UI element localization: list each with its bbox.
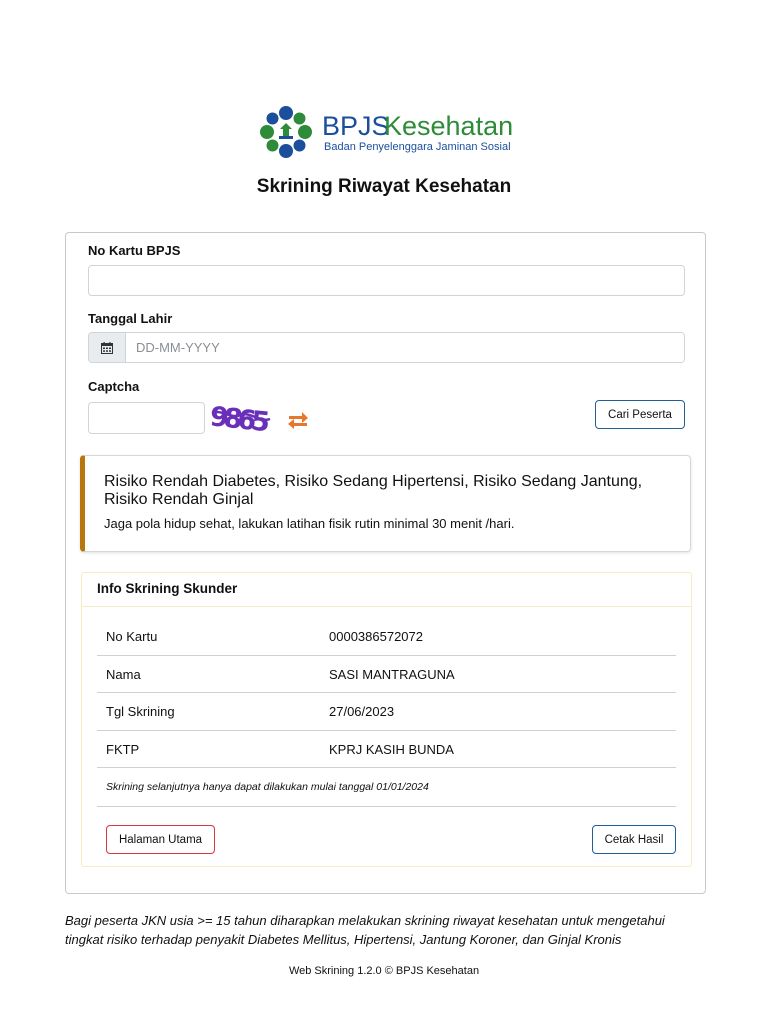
table-row (97, 693, 676, 731)
brand-name-bpjs: BPJS (322, 111, 390, 141)
row-value: 27/06/2023 (329, 704, 395, 719)
info-card-header (82, 573, 691, 607)
page-title: Skrining Riwayat Kesehatan (256, 176, 512, 197)
info-card-title: Info Skrining Skunder (97, 581, 238, 596)
card-number-label: No Kartu BPJS (88, 243, 181, 258)
captcha-label: Captcha (88, 379, 140, 394)
row-value: 0000386572072 (329, 629, 423, 644)
captcha-image (208, 399, 284, 439)
screening-card (65, 232, 706, 894)
table-row (97, 731, 676, 769)
info-table (97, 618, 676, 768)
row-label: Nama (106, 666, 141, 682)
row-label: No Kartu (106, 629, 158, 644)
bpjs-logo (256, 104, 518, 162)
refresh-icon[interactable] (286, 407, 310, 431)
birth-date-label: Tanggal Lahir (88, 311, 173, 326)
print-result-button[interactable]: Cetak Hasil (592, 825, 676, 854)
table-row (97, 618, 676, 656)
captcha-text: 9865 (208, 401, 267, 438)
table-row (97, 656, 676, 694)
row-label: FKTP (106, 741, 140, 757)
row-value: SASI MANTRAGUNA (329, 666, 455, 682)
birth-date-input[interactable] (126, 333, 684, 362)
calendar-icon[interactable] (89, 333, 126, 362)
risk-result-advice: Jaga pola hidup sehat, lakukan latihan fisik rutin minimal 30 menit /hari. (104, 516, 515, 531)
card-number-input[interactable] (88, 265, 685, 296)
risk-result-title: Risiko Rendah Diabetes, Risiko Sedang Hipertensi, Risiko Sedang Jantung, Risiko Rendah Ginjal (104, 473, 643, 508)
captcha-input[interactable] (88, 402, 205, 434)
next-screening-note (97, 771, 676, 807)
row-value: KPRJ KASIH BUNDA (329, 741, 454, 757)
footer-copyright: Web Skrining 1.2.0 © BPJS Kesehatan (288, 965, 480, 977)
row-label: Tgl Skrining (106, 704, 175, 719)
brand-tagline: Badan Penyelenggara Jaminan Sosial (324, 141, 511, 153)
home-button[interactable]: Halaman Utama (106, 825, 215, 854)
search-participant-button[interactable]: Cari Peserta (595, 400, 685, 429)
footer-note: Bagi peserta JKN usia >= 15 tahun diharapkan melakukan skrining riwayat kesehatan untuk mengetahui tingkat risiko terhadap penyakit Diabetes Mellitus, Hipertensi, Jantung Koroner, dan Ginjal Kronis (65, 913, 665, 947)
bpjs-emblem-icon (260, 106, 312, 158)
birth-date-group (88, 332, 685, 363)
brand-name-kesehatan: Kesehatan (384, 111, 514, 141)
screening-info-card (81, 572, 692, 867)
risk-result-alert (80, 455, 691, 552)
next-screening-note-text: Skrining selanjutnya hanya dapat dilakukan mulai tanggal 01/01/2024 (106, 781, 429, 793)
